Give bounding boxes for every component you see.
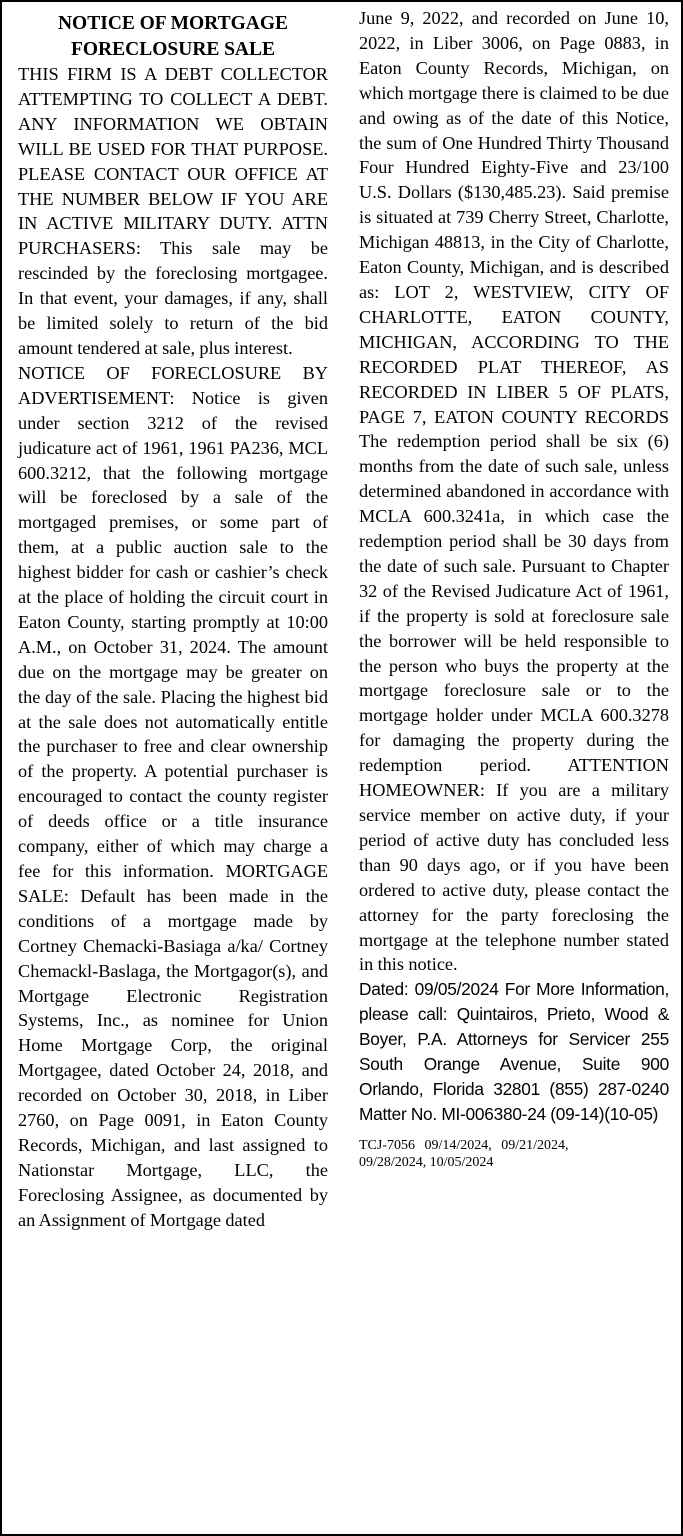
foreclosure-notice-text: NOTICE OF FORECLOSURE BY ADVERTISEMENT: Notice is given under section 3212 of the revised judicature act of 1961, 1961 PA236, MCL 600.3212, that the following mortgage will be foreclosed by a sale of the mortgaged premises, or some part of them, at a public auction sale to the highest bidder for cash or cashier’s check at the place of holding the circuit court in Eaton County, starting promptly at 10:00 A.M., on October 31, 2024. The amount due on the mortgage may be greater on the day of the sale. Placing the highest bid at the sale does not automatically entitle the purchaser to free and clear ownership of the property. A potential purchaser is encouraged to contact the county register of deeds office or a title insurance company, either of which may charge a fee for this information. MORTGAGE SALE: Default has been made in the conditions of a mortgage made by Cortney Chemacki-Basiaga a/ka/ Cortney Chemackl-Baslaga, the Mortgagor(s), and Mortgage Electronic Registration Systems, Inc., as nominee for Union Home Mortgage Corp, the original Mortgagee, dated October 24, 2018, and recorded on October 30, 2018, in Liber 2760, on Page 0091, in Eaton County Records, Michigan, and last assigned to Nationstar Mortgage, LLC, the Foreclosing Assignee, as documented by an Assignment of Mortgage dated	[18, 362, 328, 1230]
notice-title-line1: NOTICE OF MORTGAGE	[57, 13, 289, 34]
notice-title-line2: FORECLOSURE SALE	[70, 39, 276, 60]
right-column	[359, 6, 669, 1171]
left-column	[18, 10, 328, 1233]
contact-information: Dated: 09/05/2024 For More Information, please call: Quintairos, Prieto, Wood & Boyer, P.A. Attorneys for Servicer 255 South Orange Avenue, Suite 900 Orlando, Florida 32801 (855) 287-0240 Matter No. MI-006380-24 (09-14)(10-05)	[359, 979, 669, 1124]
publication-info-line2: 09/28/2024, 10/05/2024	[359, 1154, 494, 1170]
publication-info-line1: TCJ-7056 09/14/2024, 09/21/2024,	[359, 1137, 569, 1153]
publication-info	[359, 1137, 669, 1154]
mortgage-details-text: June 9, 2022, and recorded on June 10, 2022, in Liber 3006, on Page 0883, in Eaton County Records, Michigan, on which mortgage there is claimed to be due and owing as of the date of this Notice, the sum of One Hundred Thirty Thousand Four Hundred Eighty-Five and 23/100 U.S. Dollars ($130,485.23). Said premise is situated at 739 Cherry Street, Charlotte, Michigan 48813, in the City of Charlotte, Eaton County, Michigan, and is described as: LOT 2, WESTVIEW, CITY OF CHARLOTTE, EATON COUNTY, MICHIGAN, ACCORDING TO THE RECORDED PLAT THEREOF, AS RECORDED IN LIBER 5 OF PLATS, PAGE 7, EATON COUNTY RECORDS The redemption period shall be six (6) months from the date of such sale, unless determined abandoned in accordance with MCLA 600.3241a, in which case the redemption period shall be 30 days from the date of such sale. Pursuant to Chapter 32 of the Revised Judicature Act of 1961, if the property is sold at foreclosure sale the borrower will be held responsible to the person who buys the property at the mortgage foreclosure sale or to the mortgage holder under MCLA 600.3278 for damaging the property during the redemption period. ATTENTION HOMEOWNER: If you are a military service member on active duty, if your period of active duty has concluded less than 90 days ago, or if you have been ordered to active duty, please contact the attorney for the party foreclosing the mortgage at the telephone number stated in this notice.	[359, 8, 669, 975]
debt-collector-disclaimer: THIS FIRM IS A DEBT COLLECTOR ATTEMPTING TO COLLECT A DEBT. ANY INFORMATION WE OBTAIN WILL BE USED FOR THAT PURPOSE. PLEASE CONTACT OUR OFFICE AT THE NUMBER BELOW IF YOU ARE IN ACTIVE MILITARY DUTY. ATTN PURCHASERS: This sale may be rescinded by the foreclosing mortgagee. In that event, your damages, if any, shall be limited solely to return of the bid amount tendered at sale, plus interest.	[18, 64, 328, 358]
